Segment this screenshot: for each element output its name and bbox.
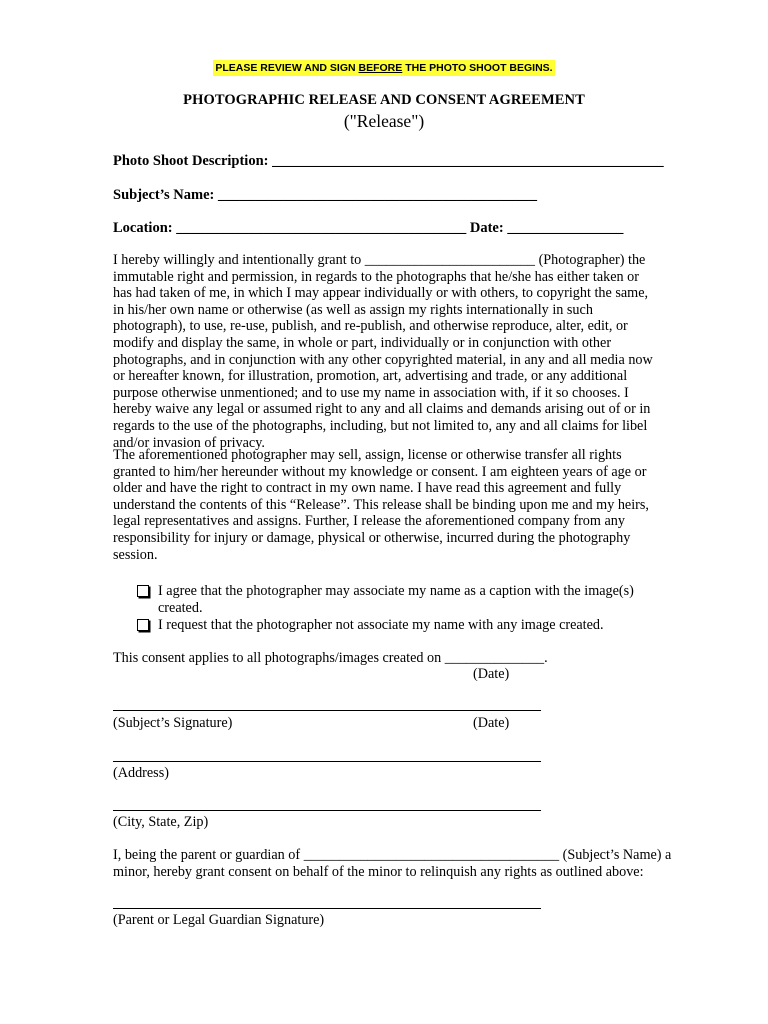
checkbox-icon[interactable] bbox=[137, 619, 149, 631]
subject-signature-caption: (Subject’s Signature) bbox=[113, 715, 233, 731]
city-state-zip-caption: (City, State, Zip) bbox=[113, 814, 209, 830]
checkbox-icon[interactable] bbox=[137, 585, 149, 597]
document-subtitle: ("Release") bbox=[343, 111, 425, 131]
guardian-paragraph[interactable]: I, being the parent or guardian of ____________________________________ (Subject’s Name) a minor, hereby grant consent on behalf of the minor to relinquish any rights as outlined above: bbox=[113, 847, 672, 880]
document-title: PHOTOGRAPHIC RELEASE AND CONSENT AGREEMENT bbox=[183, 92, 585, 108]
rights-paragraph: The aforementioned photographer may sell, assign, license or otherwise transfer all rights granted to him/her hereunder without my knowledge or consent. I am eighteen years of age or older and have the right to contract in my own name. I have read this agreement and fully understand the contents of this “Release”. This release shall be binding upon me and my heirs, legal representatives and assigns. Further, I release the aforementioned company from any responsibility for injury or damage, physical or otherwise, incurred during the photography session. bbox=[113, 447, 649, 563]
subject-signature-line[interactable] bbox=[113, 710, 541, 711]
photo-shoot-description-field[interactable]: Photo Shoot Description: ______________________________________________________ bbox=[113, 153, 664, 169]
guardian-signature-caption: (Parent or Legal Guardian Signature) bbox=[113, 912, 325, 928]
notice-banner bbox=[0, 58, 768, 76]
subject-name-field[interactable]: Subject’s Name: ____________________________________________ bbox=[113, 187, 537, 203]
location-date-field[interactable]: Location: ________________________________________ Date: ________________ bbox=[113, 220, 624, 236]
city-state-zip-line[interactable] bbox=[113, 810, 541, 811]
address-line[interactable] bbox=[113, 761, 541, 762]
notice-text: PLEASE REVIEW AND SIGN BEFORE THE PHOTO SHOOT BEGINS. bbox=[215, 62, 553, 74]
address-caption: (Address) bbox=[113, 765, 169, 781]
guardian-signature-line[interactable] bbox=[113, 908, 541, 909]
release-document: PLEASE REVIEW AND SIGN BEFORE THE PHOTO SHOOT BEGINS. PHOTOGRAPHIC RELEASE AND CONSENT AGREEMENT ("Release") Photo Shoot Description: ______________________________________________________ Subject’s Name: ____________________________________________ Location: ________________________________________ Date: ________________ I hereby willingly and intentionally grant to ________________________ (Photographer) the immutable right and permission, in regards to the photographs that he/she has either taken or has had taken of me, in which I may appear individually or with others, to copyright the same, in his/her own name or otherwise (as well as assign my rights internationally in such photograph), to use, re-use, publish, and re-publish, and otherwise reproduce, alter, edit, or modify and display the same, in whole or part, individually or in conjunction with other photographs, and in conjunction with any other copyrighted material, in any and all media now or hereafter known, for illustration, promotion, art, advertising and trade, or any additional purpose otherwise unmentioned; and to use my name in association with, if it so chooses. I hereby waive any legal or assumed right to any and all claims and demands arising out of or in regards to the use of the photographs, including, but not limited to, any and all claims for libel and/or invasion of privacy. The aforementioned photographer may sell, assign, license or otherwise transfer all rights granted to him/her hereunder without my knowledge or consent. I am eighteen years of age or older and have the right to contract in my own name. I have read this agreement and fully understand the contents of this “Release”. This release shall be binding upon me and my heirs, legal representatives and assigns. Further, I release the aforementioned company from any responsibility for injury or damage, physical or otherwise, incurred during the photography session. I agree that the photographer may associate my name as a caption with the image(s) created. I request that the photographer not associate my name with any image created. This consent applies to all photographs/images created on ______________. (Date) (Subject’s Signature) (Date) (Address) (City, State, Zip) I, being the parent or guardian of ____________________________________ (Subject’s Name) a minor, hereby grant consent on behalf of the minor to relinquish any rights as outlined above: (Parent or Legal Guardian Signature) bbox=[0, 0, 768, 1024]
consent-applies-line[interactable]: This consent applies to all photographs/images created on ______________. bbox=[113, 650, 548, 666]
grant-paragraph: I hereby willingly and intentionally grant to ________________________ (Photographer) the immutable right and permission, in regards to the photographs that he/she has either taken or has had taken of me, in which I may appear individually or with others, to copyright the same, in his/her own name or otherwise (as well as assign my rights internationally in such photograph), to use, re-use, publish, and re-publish, and otherwise reproduce, alter, edit, or modify and display the same, in whole or part, individually or in conjunction with other photographs, and in conjunction with any other copyrighted material, in any and all media now or hereafter known, for illustration, promotion, art, advertising and trade, or any additional purpose otherwise unmentioned; and to use my name in association with, if it so chooses. I hereby waive any legal or assumed right to any and all claims and demands arising out of or in regards to the use of the photographs, including, but not limited to, any and all claims for libel and/or invasion of privacy. bbox=[113, 252, 653, 451]
signature-date-caption: (Date) bbox=[473, 715, 510, 731]
consent-date-caption: (Date) bbox=[473, 666, 510, 682]
